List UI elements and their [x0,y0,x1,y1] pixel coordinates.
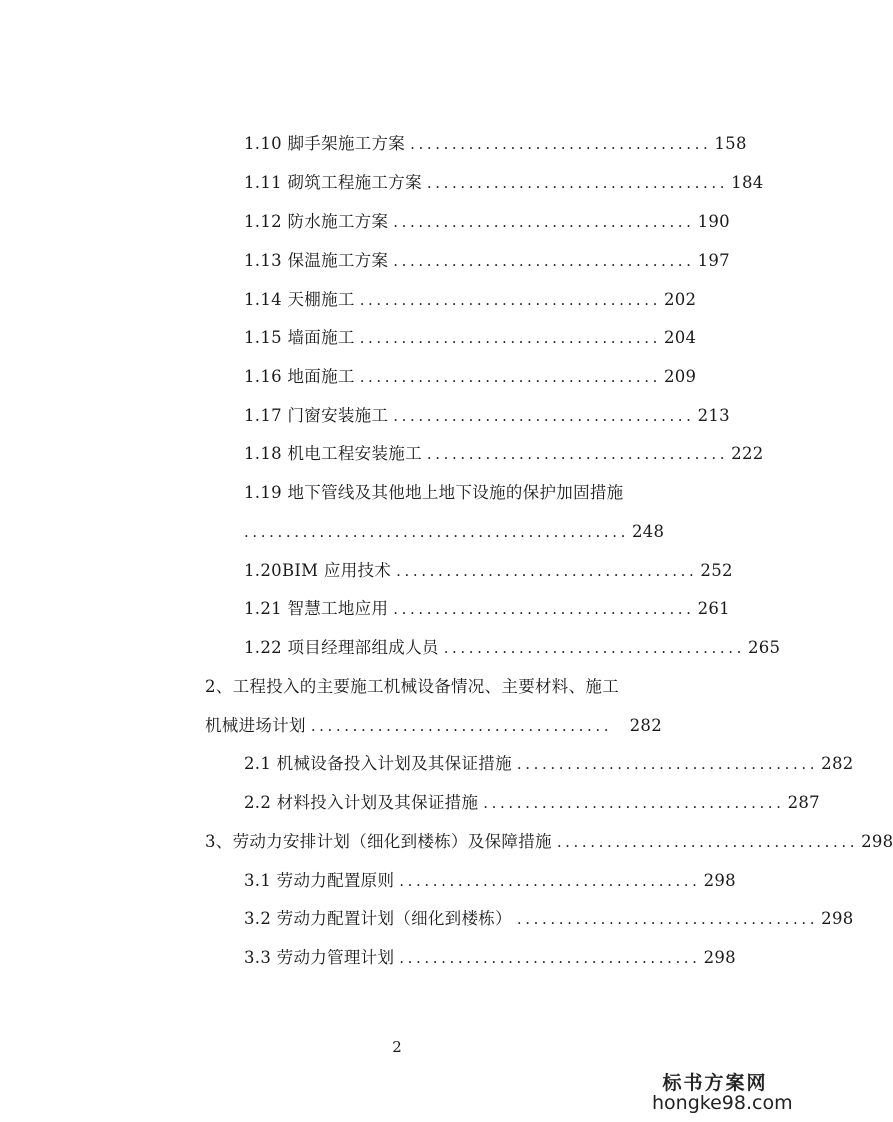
toc-entry-title: 1.12 防水施工方案 [244,212,389,231]
toc-leader-dots: .................................... [410,135,712,153]
toc-leader-dots: .................................... [516,910,819,928]
toc-entry-page: 265 [747,638,781,657]
toc-entry-title: 1.22 项目经理部组成人员 [244,638,439,657]
watermark-logo-text: 标书方案网 [662,1072,768,1094]
toc-entry-page: 184 [731,173,764,192]
toc-entry[interactable] [244,442,764,466]
toc-entry[interactable] [244,791,820,815]
toc-entry-page: 197 [697,251,730,270]
toc-entry-title: 1.14 天棚施工 [244,290,355,309]
toc-entry-title: 3、劳动力安排计划（细化到楼栋）及保障措施 [205,832,552,851]
toc-entry-page: 213 [697,406,730,425]
toc-chapter[interactable] [205,675,662,699]
toc-entry-title: 1.16 地面施工 [244,367,355,386]
page-number: 2 [392,1038,402,1056]
toc-leader-dots: .................................... [426,445,729,463]
toc-entry-title: 3.1 劳动力配置原则 [244,871,395,890]
toc-entry-title: 2.1 机械设备投入计划及其保证措施 [244,754,512,773]
toc-leader-dots: .................................... [359,291,661,309]
toc-leader-dots: .................................... [516,755,819,773]
toc-entry-page: 298 [821,909,854,928]
toc-leader-dots: .................................... [443,639,745,657]
toc-entry-page: 202 [663,290,697,309]
toc-entry-page: 204 [663,328,697,347]
toc-entry[interactable] [244,597,730,621]
toc-entry-title-continued: 机械进场计划 [205,716,306,735]
toc-entry[interactable] [244,481,662,505]
toc-leader-dots: .................................... [399,949,701,967]
toc-entry-page: 298 [703,948,736,967]
toc-entry-title: 1.17 门窗安装施工 [244,406,389,425]
toc-entry-title: 1.21 智慧工地应用 [244,599,389,618]
toc-chapter[interactable] [205,830,893,854]
toc-leader-dots: .................................... [359,329,661,347]
toc-entry-page: 261 [697,599,730,618]
toc-entry-title: 1.15 墙面施工 [244,328,355,347]
toc-entry-page: 298 [703,871,736,890]
toc-entry[interactable] [244,132,747,156]
toc-leader-dots: .................................... [359,368,661,386]
toc-leader-dots: .................................... [393,213,695,231]
toc-entry[interactable] [244,288,697,312]
toc-leader-dots: .................................... [483,794,785,812]
toc-leader-dots: .................................... [393,252,695,270]
toc-entry[interactable] [244,210,730,234]
toc-entry-page: 209 [663,367,697,386]
toc-leader-dots: .................................... [399,872,701,890]
toc-leader-dots: .................................... [556,833,859,851]
toc-entry[interactable] [244,636,781,660]
toc-entry-page: 222 [731,444,764,463]
toc-entry-title: 1.11 砌筑工程施工方案 [244,173,422,192]
toc-entry[interactable] [244,171,764,195]
toc-entry[interactable] [244,249,730,273]
toc-entry-title: 3.3 劳动力管理计划 [244,948,395,967]
toc-entry-title: 1.20BIM 应用技术 [244,561,392,580]
toc-entry-title: 2、工程投入的主要施工机械设备情况、主要材料、施工 [205,677,619,696]
toc-entry-page: 248 [631,522,665,541]
toc-entry-title: 1.13 保温施工方案 [244,251,389,270]
toc-entry-title: 3.2 劳动力配置计划（细化到楼栋） [244,909,512,928]
toc-entry-page: 158 [714,134,747,153]
toc-entry[interactable] [244,946,736,970]
toc-entry-title: 2.2 材料投入计划及其保证措施 [244,793,479,812]
toc-entry[interactable] [244,752,854,776]
toc-entry[interactable] [244,869,736,893]
toc-chapter-continuation[interactable] [205,714,662,738]
toc-entry-continuation[interactable] [244,520,665,544]
toc-entry-page: 190 [697,212,730,231]
toc-entry-title: 1.10 脚手架施工方案 [244,134,406,153]
toc-leader-dots: .................................... [426,174,729,192]
toc-entry-page: 287 [787,793,820,812]
toc-entry-page: 282 [821,754,854,773]
toc-leader-dots: .................................... [310,717,613,735]
toc-leader-dots: .................................... [396,562,698,580]
toc-entry-title: 1.18 机电工程安装施工 [244,444,422,463]
toc-leader-dots: .................................... [393,407,695,425]
toc-entry-page: 282 [629,716,662,735]
toc-entry[interactable] [244,907,854,931]
toc-entry[interactable] [244,404,730,428]
toc-entry-page: 252 [700,561,733,580]
toc-entry[interactable] [244,559,733,583]
toc-entry[interactable] [244,365,697,389]
toc-leader-dots: .................................... [393,600,695,618]
watermark-url: hongke98.com [652,1092,793,1114]
toc-leader-dots: .............................................. [244,523,629,541]
toc-entry-title: 1.19 地下管线及其他地上地下设施的保护加固措施 [244,483,624,502]
toc-entry-page: 298 [861,832,893,851]
toc-entry[interactable] [244,326,697,350]
